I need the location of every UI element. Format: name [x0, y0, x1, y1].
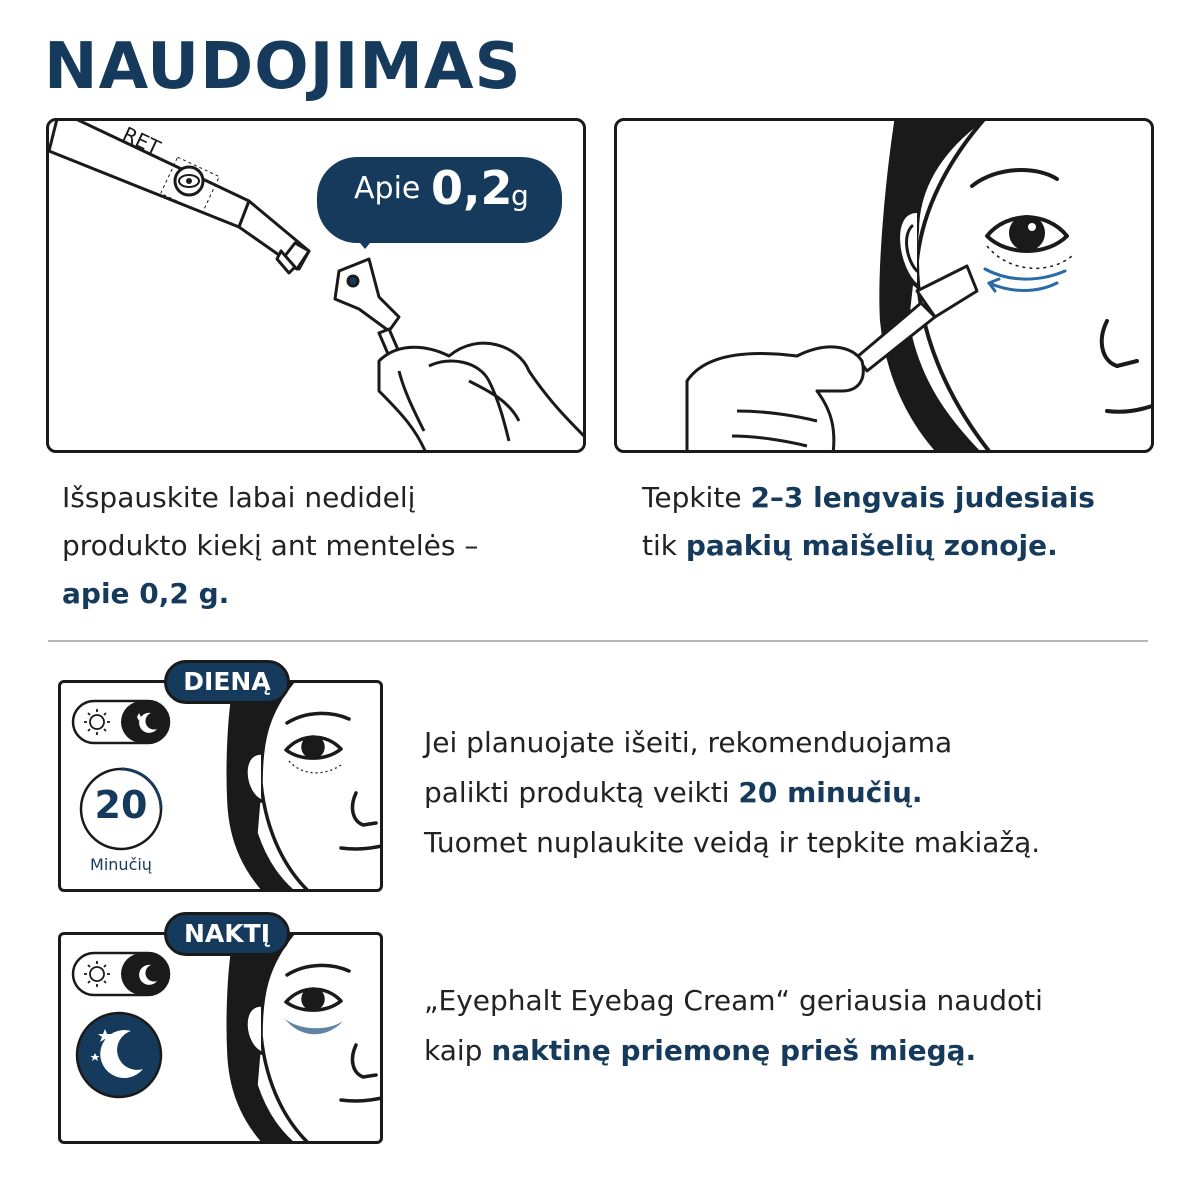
- swipe-arrows-icon: [985, 269, 1065, 291]
- day-text-line3: Tuomet nuplaukite veidą ir tepkite makiažą.: [424, 826, 1041, 859]
- hand-icon: [687, 347, 863, 453]
- hand-icon: [379, 343, 586, 453]
- step2-caption-pre: Tepkite: [642, 481, 751, 514]
- step2-caption: [642, 474, 1095, 570]
- day-night-toggle: [73, 953, 169, 995]
- bubble-amount: 0,2: [431, 161, 513, 215]
- step1-caption-line2: produkto kiekį ant mentelės –: [62, 529, 479, 562]
- day-text-line2-highlight: 20 minučių.: [738, 776, 923, 809]
- night-illustration: [61, 935, 383, 1144]
- page-title: NAUDOJIMAS: [44, 30, 522, 104]
- step1-illustration-panel: [46, 118, 586, 453]
- tube-label: RET: [118, 121, 165, 160]
- day-text-line2-pre: palikti produktą veikti: [424, 776, 739, 809]
- night-text-line2-pre: kaip: [424, 1034, 492, 1067]
- section-divider: [48, 640, 1148, 642]
- day-panel: [58, 680, 383, 892]
- day-text-line1: Jei planuojate išeiti, rekomenduojama: [424, 726, 953, 759]
- step1-caption: [62, 474, 478, 618]
- step1-caption-line1: Išspauskite labai nedidelį: [62, 481, 416, 514]
- face-icon: [228, 935, 383, 1144]
- step1-caption-highlight: apie 0,2 g.: [62, 577, 230, 610]
- night-text-line2-highlight: naktinę priemonę prieš miegą.: [491, 1034, 977, 1067]
- night-badge: NAKTĮ: [164, 912, 290, 956]
- night-text: [424, 976, 1043, 1076]
- step2-illustration-panel: [614, 118, 1154, 453]
- step2-caption-pre2: tik: [642, 529, 686, 562]
- day-text: [424, 718, 1040, 868]
- step2-caption-highlight1: 2–3 lengvais judesiais: [750, 481, 1095, 514]
- face-icon: [228, 683, 383, 892]
- apply-illustration: [617, 121, 1154, 453]
- night-panel: [58, 932, 383, 1144]
- timer-value: 20: [94, 783, 148, 827]
- night-text-line1: „Eyephalt Eyebag Cream“ geriausia naudoti: [424, 984, 1043, 1017]
- night-moon-badge: [77, 1013, 161, 1097]
- tube-icon: [49, 121, 309, 273]
- bubble-unit: g: [511, 179, 529, 212]
- timer-unit: Minučių: [90, 855, 152, 874]
- day-night-toggle: [73, 701, 169, 743]
- bubble-prefix: Apie: [354, 171, 421, 206]
- step2-caption-highlight2: paakių maišelių zonoje.: [685, 529, 1058, 562]
- day-badge: DIENĄ: [164, 660, 290, 704]
